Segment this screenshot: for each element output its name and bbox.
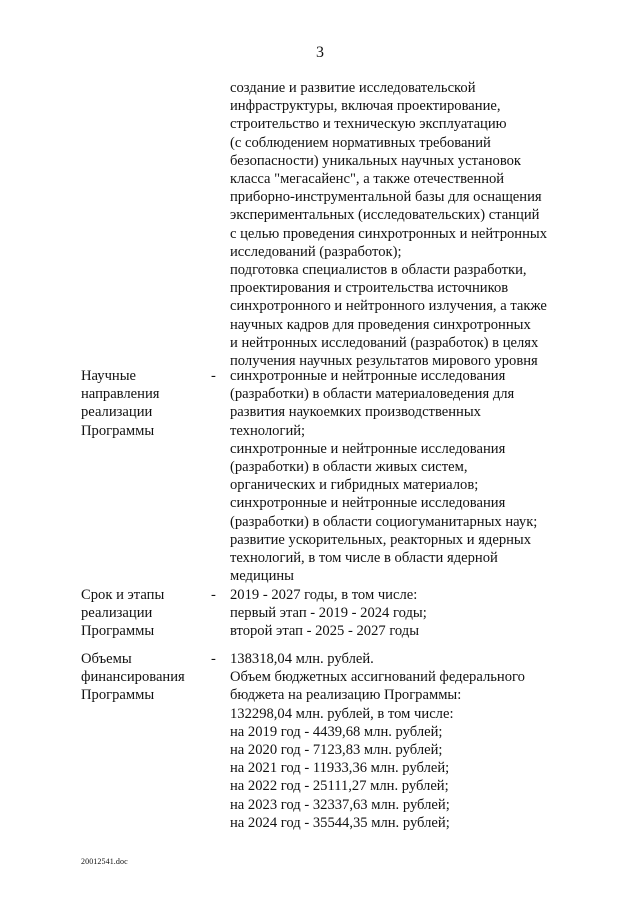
text-line: синхротронного и нейтронного излучения, а также [230,298,547,315]
section-content [230,650,525,832]
section-content [230,586,427,641]
text-line: с целью проведения синхротронных и нейтронных [230,225,548,242]
text-line: 138318,04 млн. рублей. [230,651,374,667]
text-line: технологий; [230,422,306,439]
page-number: 3 [316,44,324,61]
text-line: на 2020 год - 7123,83 млн. рублей; [230,742,443,759]
text-line: и нейтронных исследований (разработок) в целях [230,334,539,351]
section-label [81,367,159,440]
text-line: экспериментальных (исследовательских) станций [230,207,540,224]
text-line: на 2019 год - 4439,68 млн. рублей; [230,723,443,740]
text-line: на 2024 год - 35544,35 млн. рублей; [230,814,450,831]
text-line: получения научных результатов мирового уровня [230,353,538,370]
text-line: создание и развитие исследовательской [230,80,476,96]
text-line: инфраструктуры, включая проектирование, [230,98,501,115]
text-line: на 2021 год - 11933,36 млн. рублей; [230,760,450,777]
text-line: на 2022 год - 25111,27 млн. рублей; [230,778,449,795]
label-line: Срок и этапы [81,587,165,603]
text-line: класса "мегасайенс", а также отечественной [230,171,505,188]
text-line: органических и гибридных материалов; [230,477,479,494]
label-line: Программы [81,623,155,640]
footer-document-code: 20012541.doc [81,857,128,866]
text-line: Объем бюджетных ассигнований федерального [230,669,525,686]
text-line: первый этап - 2019 - 2024 годы; [230,605,427,622]
dash-separator: - [211,368,216,384]
text-line: 2019 - 2027 годы, в том числе: [230,587,418,603]
text-line: 132298,04 млн. рублей, в том числе: [230,705,454,722]
label-line: реализации [81,605,153,622]
text-line: строительство и техническую эксплуатацию [230,116,507,133]
label-line: Программы [81,422,155,439]
text-line: развитие ускорительных, реакторных и ядерных [230,531,532,548]
text-line: синхротронные и нейтронные исследования [230,368,506,384]
section-label [81,650,185,705]
text-line: исследований (разработок); [230,243,402,260]
text-line: проектирования и строительства источников [230,280,509,297]
label-line: Научные [81,368,137,384]
section-label [81,586,164,641]
text-line: на 2023 год - 32337,63 млн. рублей; [230,796,450,813]
continuation-text [230,79,547,370]
label-line: Программы [81,687,155,704]
label-line: реализации [81,404,153,421]
text-line: подготовка специалистов в области разработки, [230,262,527,279]
section-content [230,367,537,585]
label-line: Объемы [81,651,132,667]
text-line: приборно-инструментальной базы для оснащения [230,189,542,206]
text-line: технологий, в том числе в области ядерной [230,550,498,567]
label-line: финансирования [81,669,185,686]
dash-separator: - [211,587,216,603]
text-line: синхротронные и нейтронные исследования [230,440,506,457]
text-line: медицины [230,568,294,585]
dash-separator: - [211,651,216,667]
label-line: направления [81,386,160,403]
text-line: (разработки) в области живых систем, [230,459,468,476]
text-line: (с соблюдением нормативных требований [230,134,491,151]
text-line: научных кадров для проведения синхротронных [230,316,531,333]
text-line: безопасности) уникальных научных установок [230,152,521,169]
text-line: (разработки) в области материаловедения для [230,386,515,403]
text-line: развития наукоемких производственных [230,404,481,421]
text-line: (разработки) в области социогуманитарных наук; [230,513,538,530]
text-line: второй этап - 2025 - 2027 годы [230,623,420,640]
text-line: синхротронные и нейтронные исследования [230,495,506,512]
text-line: бюджета на реализацию Программы: [230,687,462,704]
